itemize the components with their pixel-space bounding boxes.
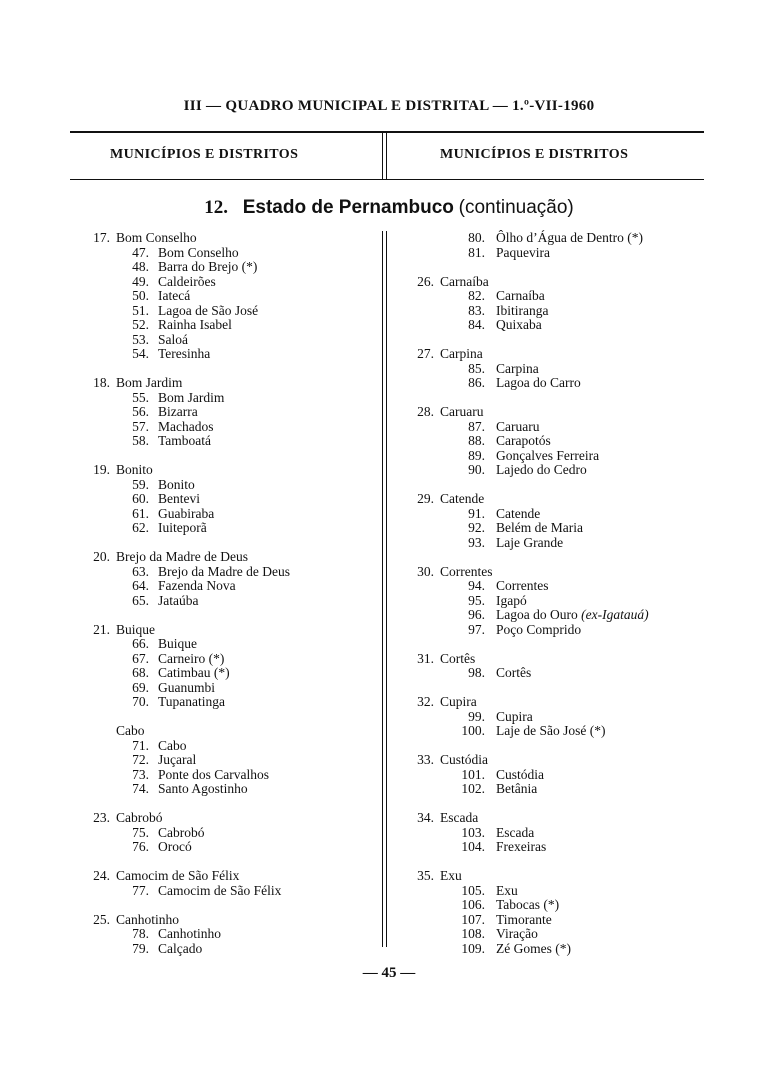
district-number: 72. [132, 752, 149, 767]
district-name: Tamboatá [158, 433, 212, 448]
district-row [394, 666, 714, 681]
municipality-number: 27. [417, 346, 434, 361]
district-name: Tupanatinga [158, 694, 225, 709]
municipality-row [70, 869, 370, 884]
district-row [70, 521, 370, 536]
municipality-name: Brejo da Madre de Deus [116, 549, 248, 564]
district-number: 77. [132, 882, 149, 898]
district-row [70, 405, 370, 420]
top-rule [70, 131, 704, 133]
district-number: 92. [468, 520, 485, 535]
district-name: Bom Jardim [158, 389, 225, 405]
state-number: 12. [204, 197, 228, 218]
district-number: 100. [461, 723, 485, 738]
spacer [394, 637, 714, 652]
district-number: 55. [132, 389, 149, 405]
district-number: 109. [461, 940, 485, 956]
district-row [394, 623, 714, 638]
district-row [70, 275, 370, 290]
district-number: 67. [132, 650, 149, 666]
district-number: 60. [132, 491, 149, 506]
spacer [70, 362, 370, 377]
municipality-number: 28. [417, 404, 434, 419]
district-name: Catimbau (*) [158, 665, 230, 680]
district-row [70, 318, 370, 333]
municipality-number: 35. [417, 868, 434, 883]
district-number: 61. [132, 505, 149, 521]
municipality-row [394, 405, 714, 420]
municipality-row [394, 695, 714, 710]
district-row [70, 246, 370, 261]
district-row [70, 478, 370, 493]
district-row [394, 420, 714, 435]
district-row [394, 608, 714, 623]
district-row [70, 347, 370, 362]
district-row [70, 420, 370, 435]
district-name: Carnaíba [496, 288, 545, 303]
district-number: 78. [132, 926, 149, 941]
municipality-row [394, 753, 714, 768]
district-name: Fazenda Nova [158, 578, 236, 593]
district-row [394, 927, 714, 942]
municipality-row [394, 869, 714, 884]
district-name: Quixaba [496, 317, 542, 332]
left-column [70, 231, 370, 956]
municipality-number: 26. [417, 273, 434, 289]
district-number: 62. [132, 520, 149, 535]
district-name: Rainha Isabel [158, 317, 232, 332]
district-row [394, 913, 714, 928]
municipality-number: 21. [93, 621, 110, 637]
district-row [394, 463, 714, 478]
district-name: Jataúba [158, 592, 199, 608]
district-number: 82. [468, 288, 485, 303]
header-divider-b [386, 133, 387, 179]
body-divider-b [386, 231, 387, 947]
municipality-number: 34. [417, 810, 434, 825]
district-row [394, 231, 714, 246]
district-number: 98. [468, 665, 485, 680]
municipality-number: 30. [417, 563, 434, 579]
district-row [394, 942, 714, 957]
district-name: Orocó [158, 839, 192, 854]
district-row [394, 782, 714, 797]
district-name: Camocim de São Félix [158, 882, 282, 898]
running-head: III — QUADRO MUNICIPAL E DISTRITAL — 1.º-VII-1960 [183, 98, 595, 114]
municipality-name: Carnaíba [440, 273, 489, 289]
district-row [70, 434, 370, 449]
district-name: Poço Comprido [496, 621, 582, 637]
district-row [394, 318, 714, 333]
municipality-number: 32. [417, 694, 434, 709]
municipality-row [70, 550, 370, 565]
municipality-row [70, 811, 370, 826]
district-row [70, 594, 370, 609]
municipality-row [70, 376, 370, 391]
district-name: Barra do Brejo (*) [158, 259, 258, 274]
municipality-name: Cabrobó [116, 810, 163, 825]
header-divider-a [382, 133, 383, 179]
district-row [394, 362, 714, 377]
district-name: Carapotós [496, 433, 551, 448]
district-row [70, 333, 370, 348]
spacer [70, 449, 370, 464]
municipality-name: Buique [116, 621, 155, 637]
district-row [70, 884, 370, 899]
district-name: Caldeirões [158, 273, 216, 289]
spacer [70, 855, 370, 870]
district-number: 71. [132, 737, 149, 753]
district-number: 83. [468, 302, 485, 318]
district-row [394, 826, 714, 841]
district-row [70, 579, 370, 594]
district-name: Bentevi [158, 491, 200, 506]
district-name: Ôlho d’Água de Dentro (*) [496, 230, 643, 245]
district-name: Bonito [158, 476, 195, 492]
district-number: 65. [132, 592, 149, 608]
district-number: 47. [132, 244, 149, 260]
state-continuation: (continuação) [458, 197, 574, 218]
district-row [70, 304, 370, 319]
district-row [394, 521, 714, 536]
district-name: Gonçalves Ferreira [496, 447, 600, 463]
district-row [394, 434, 714, 449]
municipality-number: 17. [93, 230, 110, 245]
district-row [394, 710, 714, 725]
municipality-number: 23. [93, 810, 110, 825]
district-row [394, 898, 714, 913]
district-row [394, 449, 714, 464]
spacer [394, 550, 714, 565]
district-row [394, 289, 714, 304]
district-row [70, 681, 370, 696]
municipality-number: 18. [93, 375, 110, 390]
district-number: 75. [132, 824, 149, 840]
spacer [70, 797, 370, 812]
district-name: Santo Agostinho [158, 781, 248, 796]
district-number: 51. [132, 302, 149, 318]
district-row [394, 579, 714, 594]
district-row [394, 507, 714, 522]
district-number: 103. [461, 824, 485, 840]
municipality-row [394, 811, 714, 826]
district-number: 81. [468, 244, 485, 260]
municipality-row [394, 347, 714, 362]
district-name: Guanumbi [158, 679, 215, 695]
district-number: 50. [132, 288, 149, 303]
district-number: 106. [461, 897, 485, 912]
municipality-row [70, 231, 370, 246]
district-number: 63. [132, 563, 149, 579]
district-number: 69. [132, 679, 149, 695]
municipality-row [394, 652, 714, 667]
district-name: Iatecá [158, 288, 191, 303]
district-name: Cupira [496, 708, 533, 724]
district-row [394, 536, 714, 551]
district-number: 48. [132, 259, 149, 274]
spacer [394, 855, 714, 870]
municipality-name: Bonito [116, 462, 153, 477]
spacer [70, 536, 370, 551]
district-number: 84. [468, 317, 485, 332]
municipality-number: 31. [417, 650, 434, 666]
municipality-number: 25. [93, 911, 110, 927]
right-column [394, 231, 714, 956]
district-name: Ponte dos Carvalhos [158, 766, 269, 782]
district-name: Canhotinho [158, 926, 221, 941]
district-number: 87. [468, 418, 485, 434]
district-name: Lajedo do Cedro [496, 462, 587, 477]
district-row [70, 492, 370, 507]
district-number: 86. [468, 375, 485, 390]
district-name: Custódia [496, 766, 545, 782]
district-name: Bizarra [158, 404, 198, 419]
district-number: 108. [461, 926, 485, 941]
district-name: Correntes [496, 578, 549, 593]
municipality-name: Camocim de São Félix [116, 868, 240, 883]
municipality-row [70, 724, 370, 739]
district-name: Machados [158, 418, 214, 434]
district-name: Zé Gomes (*) [496, 940, 571, 956]
district-row [70, 652, 370, 667]
district-name: Lagoa do Ouro [496, 607, 578, 622]
district-name: Tabocas (*) [496, 897, 560, 912]
municipality-name: Cortês [440, 650, 476, 666]
district-name: Lagoa do Carro [496, 375, 581, 390]
district-number: 53. [132, 331, 149, 347]
spacer [394, 260, 714, 275]
district-row [70, 565, 370, 580]
district-name: Viração [496, 926, 538, 941]
district-number: 66. [132, 636, 149, 651]
district-number: 80. [468, 230, 485, 245]
district-name: Guabiraba [158, 505, 215, 521]
district-name: Belém de Maria [496, 520, 583, 535]
district-row [394, 884, 714, 899]
district-row [394, 246, 714, 261]
spacer [394, 797, 714, 812]
district-row [70, 753, 370, 768]
municipality-name: Cabo [116, 723, 145, 738]
district-number: 54. [132, 346, 149, 361]
district-name: Iuiteporã [158, 520, 207, 535]
municipality-name: Custódia [440, 752, 489, 767]
district-row [70, 739, 370, 754]
district-name: Caruaru [496, 418, 540, 434]
district-number: 74. [132, 781, 149, 796]
district-number: 49. [132, 273, 149, 289]
municipality-row [70, 463, 370, 478]
district-number: 79. [132, 940, 149, 956]
district-row [394, 840, 714, 855]
municipality-name: Escada [440, 810, 479, 825]
header-bottom-rule [70, 179, 704, 180]
district-number: 73. [132, 766, 149, 782]
former-name-note: (ex-Igatauá) [581, 607, 649, 622]
district-name: Igapó [496, 592, 527, 608]
district-row [70, 826, 370, 841]
district-number: 59. [132, 476, 149, 492]
district-number: 96. [468, 607, 485, 622]
municipality-number: 33. [417, 752, 434, 767]
municipality-name: Cupira [440, 694, 477, 709]
district-number: 58. [132, 433, 149, 448]
spacer [70, 710, 370, 725]
municipality-row [70, 623, 370, 638]
district-row [394, 724, 714, 739]
district-name: Laje de São José (*) [496, 723, 606, 738]
district-number: 91. [468, 505, 485, 521]
district-name: Cabo [158, 737, 187, 753]
municipality-name: Correntes [440, 563, 493, 579]
state-name: Estado de Pernambuco [242, 197, 454, 218]
district-number: 97. [468, 621, 485, 637]
municipality-name: Exu [440, 868, 462, 883]
district-row [70, 840, 370, 855]
municipality-name: Caruaru [440, 404, 484, 419]
district-number: 101. [461, 766, 485, 782]
district-name: Carpina [496, 360, 539, 376]
district-number: 93. [468, 534, 485, 550]
municipality-name: Carpina [440, 346, 483, 361]
district-name: Brejo da Madre de Deus [158, 563, 290, 579]
body-divider-a [382, 231, 383, 947]
district-name: Cabrobó [158, 824, 205, 840]
district-name: Laje Grande [496, 534, 564, 550]
state-title [0, 197, 778, 219]
district-number: 90. [468, 462, 485, 477]
district-row [70, 927, 370, 942]
column-header-right: MUNICÍPIOS E DISTRITOS [440, 147, 629, 162]
district-number: 76. [132, 839, 149, 854]
district-name: Cortês [496, 665, 532, 680]
district-row [70, 637, 370, 652]
district-number: 68. [132, 665, 149, 680]
district-name: Exu [496, 882, 518, 898]
district-number: 88. [468, 433, 485, 448]
municipality-row [394, 492, 714, 507]
district-row [70, 782, 370, 797]
district-name: Bom Conselho [158, 244, 239, 260]
district-name: Paquevira [496, 244, 550, 260]
municipality-row [70, 913, 370, 928]
district-number: 52. [132, 317, 149, 332]
district-name: Buique [158, 636, 197, 651]
column-header-left: MUNICÍPIOS E DISTRITOS [110, 147, 299, 162]
district-number: 64. [132, 578, 149, 593]
district-row [394, 768, 714, 783]
district-row [394, 376, 714, 391]
municipality-number: 24. [93, 868, 110, 883]
spacer [394, 739, 714, 754]
district-row [70, 666, 370, 681]
municipality-name: Catende [440, 491, 485, 506]
spacer [394, 681, 714, 696]
municipality-number: 19. [93, 462, 110, 477]
municipality-name: Canhotinho [116, 911, 179, 927]
district-number: 104. [461, 839, 485, 854]
municipality-name: Bom Jardim [116, 375, 183, 390]
district-row [394, 304, 714, 319]
district-name: Escada [496, 824, 535, 840]
district-row [70, 289, 370, 304]
district-name: Carneiro (*) [158, 650, 225, 666]
municipality-number: 29. [417, 491, 434, 506]
district-name: Catende [496, 505, 541, 521]
municipality-row [394, 275, 714, 290]
district-number: 95. [468, 592, 485, 608]
district-row [70, 695, 370, 710]
municipality-number: 20. [93, 549, 110, 564]
district-name: Ibitiranga [496, 302, 549, 318]
district-name: Saloá [158, 331, 188, 347]
district-number: 89. [468, 447, 485, 463]
municipality-row [394, 565, 714, 580]
district-name: Calçado [158, 940, 203, 956]
page-number: — 45 — [362, 965, 416, 981]
district-row [70, 507, 370, 522]
district-name: Lagoa de São José [158, 302, 259, 318]
district-name: Betânia [496, 781, 538, 796]
district-name: Teresinha [158, 346, 211, 361]
district-name: Juçaral [158, 752, 197, 767]
district-number: 56. [132, 404, 149, 419]
district-row [70, 260, 370, 275]
district-number: 102. [461, 781, 485, 796]
spacer [70, 608, 370, 623]
district-number: 99. [468, 708, 485, 724]
district-number: 94. [468, 578, 485, 593]
spacer [394, 333, 714, 348]
district-number: 105. [461, 882, 485, 898]
district-number: 57. [132, 418, 149, 434]
municipality-name: Bom Conselho [116, 230, 197, 245]
district-name: Timorante [496, 911, 552, 927]
district-row [70, 942, 370, 957]
district-number: 70. [132, 694, 149, 709]
district-number: 85. [468, 360, 485, 376]
district-name: Frexeiras [496, 839, 547, 854]
district-number: 107. [461, 911, 485, 927]
district-row [70, 391, 370, 406]
spacer [70, 898, 370, 913]
district-row [70, 768, 370, 783]
spacer [394, 391, 714, 406]
district-row [394, 594, 714, 609]
spacer [394, 478, 714, 493]
